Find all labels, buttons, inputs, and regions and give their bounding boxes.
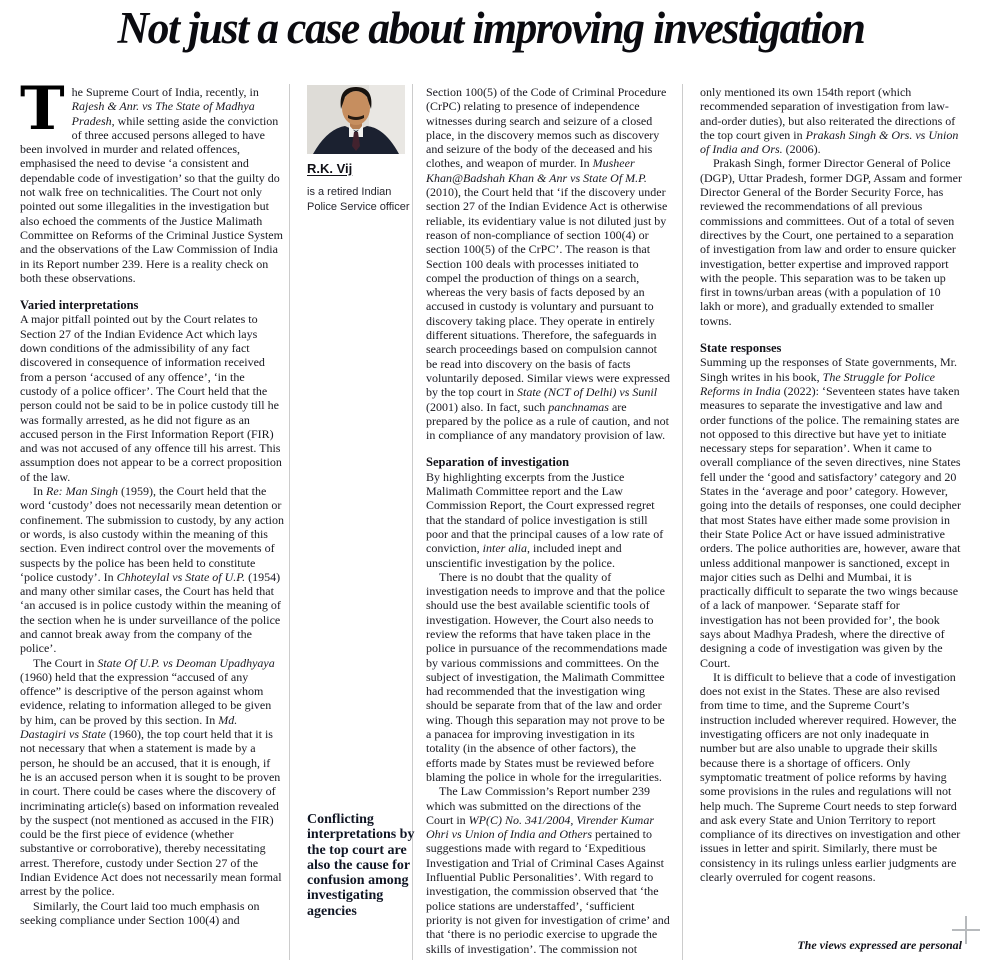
column-3: [426, 85, 670, 956]
disclaimer-note: The views expressed are personal: [797, 938, 962, 952]
paragraph: In Re: Man Singh (1959), the Court held that the word ‘custody’ does not necessarily mean detention or confinement. The submission to custody, by any action or words, is also custody within the meaning of this section. Even indirect control over the movements of suspects by the police has been held to constitute ‘police custody’. In Chhoteylal vs State of U.P. (1954) and many other similar cases, the Court has held that ‘an accused is in police custody within the meaning of the section when he is under surveillance of the police and cannot break away from the company of the police’.: [20, 484, 284, 656]
author-photo: [307, 85, 405, 154]
paragraph: There is no doubt that the quality of investigation needs to improve and that the police should use the best available scientific tools of investigation. However, the Court also needs to review the reforms that have taken place in the police in pursuance of the recommendations made by various commissions and committees. On the subject of investigation, the Malimath Committee had recommended that the investigation wing should be separate from that of the law and order wing. Though this separation may not prove to be a panacea for improving investigation in its totality (in the absence of other factors), the efforts made by States must be reviewed before blaming the police in whole for the irregularities.: [426, 569, 668, 784]
drop-cap: T: [20, 74, 65, 144]
column-2-author: [301, 85, 415, 919]
paragraph: A major pitfall pointed out by the Court relates to Section 27 of the Indian Evidence Act which lays down conditions of the admissibility of any fact discovered in consequence of information received from a person ‘accused of any offence’, ‘in the custody of a police officer’. The Court held that the person could not be said to be in police custody till he was formally arrested, as he did not figure as an accused person in the First Information Report (FIR) and was not accused of any offence till his arrest. This assumption does not appear to be a correct proposition of the law.: [20, 312, 282, 484]
paragraph: The Court in State Of U.P. vs Deoman Upadhyaya (1960) held that the expression “accused of any offence” is descriptive of the person against whom evidence, relating to information alleged to be given by him, can be proved by this section. In Md. Dastagiri vs State (1960), the top court held that it is not necessary that when a statement is made by a person, he should be an accused, that it is enough, if he is an accused person when it is sought to be proven in court. There could be cases where the discovery of incriminating article(s) based on information revealed by the suspect (not mentioned as accused in the FIR) could be the first piece of evidence (whether substantive or corroborative), thereby necessitating arrest. Therefore, custody under Section 27 of the Indian Evidence Act does not necessarily mean formal arrest by the police.: [20, 655, 282, 899]
paragraph: Prakash Singh, former Director General of Police (DGP), Uttar Pradesh, former DGP, Assam and former Director General of the Border Security Force, has reviewed the recommendations of all previous commissions and committees. Out of a total of seven directives by the Court, one pertained to a separation of investigation from law and order to ensure quicker investigation, better expertise and improved rapport with the people. This separation was to be taken up first in towns/urban areas (with a population of 10 lakh or more), and gradually extended to smaller towns.: [700, 156, 962, 328]
section-heading-varied-interpretations: Varied interpretations: [20, 298, 139, 313]
paragraph: Similarly, the Court laid too much emphasis on seeking compliance under Section 100(4) and: [20, 898, 260, 927]
column-1: [20, 74, 284, 927]
paragraph: only mentioned its own 154th report (which recommended separation of investigation from law-and-order duties), but also reiterated the directions of the top court given in Prakash Singh & Ors. vs Union of India and Ors. (2006).: [700, 85, 959, 157]
column-4: [700, 85, 962, 884]
paragraph: It is difficult to believe that a code of investigation does not exist in the States. These are also revised from time to time, and the Supreme Court’s instruction included wherever required. However, the investigating officers are not only inadequate in number but are also unable to upgrade their skills because there is a shortage of officers. Only symptomatic treatment of police reforms by having some provisions in the rules and regulations will not help much. The Supreme Court needs to step forward and ask every State and Union Territory to report compliance of its directives on investigation and other issues in letter and spirit. Similarly, there must be consistency in its rulings unless earlier judgments are clearly overruled for cogent reasons.: [700, 669, 961, 885]
paragraph: Summing up the responses of State governments, Mr. Singh writes in his book, The Struggle for Police Reforms in India (2022): ‘Seventeen states have taken measures to separate the investigative and law and order functions of the police. The remaining states are not opposed to this directive but have yet to initiate necessary steps for separation’. When it came to overall compliance of the seven directives, nine States fell under the ‘good and satisfactory’ category and 20 States in the ‘average and poor’ category. However, going into the details of responses, one could decipher that most States have either made some provision in their State Police Act or have issued administrative orders. The police authorities are, however, aware that unless additional manpower is sanctioned, except in major cities such as Delhi and Mumbai, it is practically difficult to separate the two wings because of a lack of manpower. ‘Separate staff for investigation has not been provided for’, the book says about Madhya Pradesh, where the directive of designing a code of investigation was given by the Court.: [700, 355, 961, 670]
column-divider: [289, 84, 290, 960]
article-headline: Not just a case about improving investigation: [117, 3, 865, 53]
paragraph: By highlighting excerpts from the Justice Malimath Committee report and the Law Commission Report, the Court expressed regret that the standard of police investigation is still poor and that the principal causes of a low rate of conviction, inter alia, included inept and unscientific investigation by the police.: [426, 469, 664, 570]
lead-paragraph: [20, 74, 284, 285]
expand-plus-icon[interactable]: [952, 916, 980, 944]
paragraph: The Law Commission’s Report number 239 which was submitted on the directions of the Court in WP(C) No. 341/2004, Virender Kumar Ohri vs Union of India and Others pertained to suggestions made with regard to ‘Expeditious Investigation and Trial of Criminal Cases Against Influential Public Personalities’. With regard to investigation, the commission observed that ‘the police stations are understaffed’, ‘sufficient priority is not given for investigation of crime’ and that ‘there is no periodic exercise to upgrade the skills of investigation’. The commission not: [426, 784, 670, 956]
author-name: R.K. Vij: [307, 161, 353, 176]
section-heading-separation-of-investigation: Separation of investigation: [426, 455, 570, 470]
pull-quote: Conflicting interpretations by the top court are also the cause for confusion among investigating agencies: [307, 812, 415, 919]
lead-paragraph-text: he Supreme Court of India, recently, in Rajesh & Anr. vs The State of Madhya Pradesh, while setting aside the conviction of three accused persons alleged to have been involved in murder and related offences, emphasised the need to devise ‘a consistent and dependable code of investigation’ so that the guilty do not walk free on technicalities. The Court not only pointed out some illegalities in the investigation but also echoed the comments of the Justice Malimath Committee on Reforms of the Criminal Justice System and the observations of the Law Commission of India in its Report number 239. Here is a reality check on both these observations.: [20, 85, 283, 285]
paragraph: Section 100(5) of the Code of Criminal Procedure (CrPC) relating to presence of independence witnesses during search and seizure of a closed place, in the discovery memos such as discovery and seizure of the body of the deceased and his clothes, and weapon of murder. In Musheer Khan@Badshah Khan & Anr vs State Of M.P. (2010), the Court held that ‘if the discovery under section 27 of the Indian Evidence Act is otherwise reliable, its evidentiary value is not diluted just by reason of non-compliance of section 100(4) or section 100(5) of the CrPC’. The reason is that Section 100 deals with processes initiated to compel the production of things on a search, whereas the very basis of facts deposed by an accused in custody is voluntary and pursuant to discovery taking place. They operate in entirely different situations. Therefore, the safeguards in search proceedings based on compulsion cannot be read into discovery on the basis of facts voluntarily deposed. Similar views were expressed by the top court in State (NCT of Delhi) vs Sunil (2001) also. In fact, such panchnamas are prepared by the police as a rule of caution, and not in compliance of any mandatory provision of law.: [426, 85, 670, 443]
column-divider: [682, 84, 683, 960]
section-heading-state-responses: State responses: [700, 341, 782, 356]
author-portrait-illustration: [307, 85, 405, 154]
author-role: is a retired Indian Police Service officer: [307, 186, 410, 213]
